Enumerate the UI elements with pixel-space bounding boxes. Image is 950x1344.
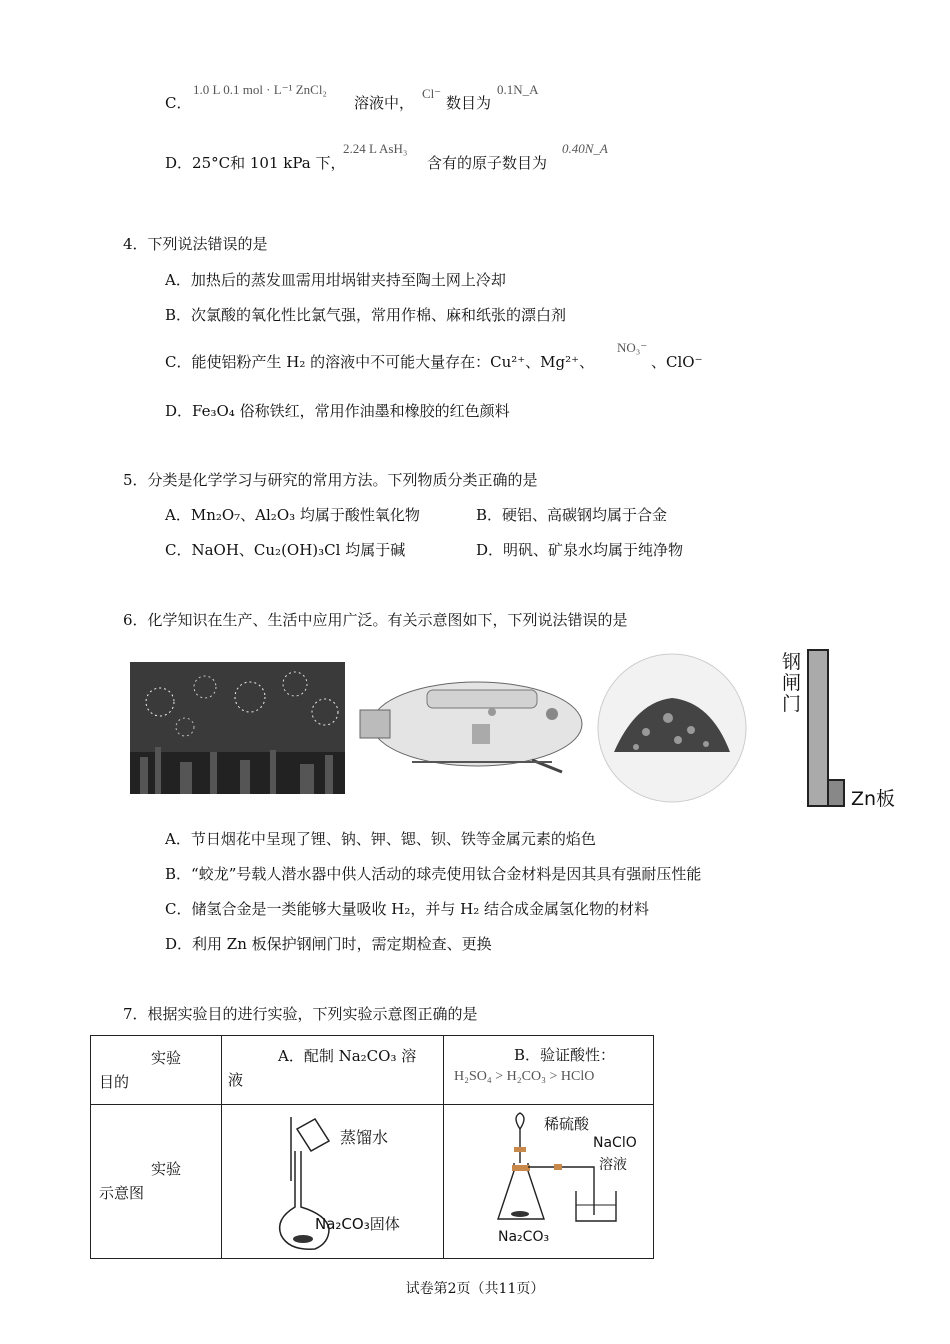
q3-option-d: D．25°C和 101 kPa 下， xyxy=(165,154,346,172)
q3-c-value: 0.1N_A xyxy=(497,82,539,97)
cell-a-title xyxy=(222,1036,444,1105)
q6-option-c: C．储氢合金是一类能够大量吸收 H₂，并与 H₂ 结合成金属氢化物的材料 xyxy=(165,900,649,918)
na2co3-label: Na₂CO₃ xyxy=(498,1229,550,1245)
naclo-solution-label: 溶液 xyxy=(599,1157,627,1173)
q4-stem: 4．下列说法错误的是 xyxy=(123,235,268,253)
cell-b-title xyxy=(444,1036,654,1105)
submersible-image xyxy=(352,662,587,782)
q6-stem: 6．化学知识在生产、生活中应用广泛。有关示意图如下，下列说法错误的是 xyxy=(123,611,628,629)
na2co3-solid-label: Na₂CO₃固体 xyxy=(315,1215,400,1233)
q4-c-ion: NO₃⁻ xyxy=(617,340,648,355)
a-title-line1: A．配制 Na₂CO₃ 溶 xyxy=(278,1047,417,1065)
fireworks-image xyxy=(130,662,345,794)
table-row xyxy=(91,1036,654,1105)
q4-option-b: B．次氯酸的氧化性比氯气强，常用作棉、麻和纸张的漂白剂 xyxy=(165,306,567,324)
b-title-line2: H₂SO₄ > H₂CO₃ > HClO xyxy=(454,1069,595,1084)
header-diagram xyxy=(91,1105,222,1259)
experiment-table xyxy=(90,1035,654,1259)
naclo-label: NaClO xyxy=(593,1135,637,1151)
q4-option-a: A．加热后的蒸发皿需用坩埚钳夹持至陶土网上冷却 xyxy=(165,271,506,289)
q3-d-formula: 2.24 L AsH₃ xyxy=(343,141,408,156)
header-diagram-line1: 实验 xyxy=(151,1160,182,1178)
q3-c-formula: 1.0 L 0.1 mol · L⁻¹ ZnCl₂ xyxy=(193,82,327,97)
q5-option-b: B．硬铝、高碳钢均属于合金 xyxy=(476,506,668,524)
q3-d-text1: 含有的原子数目为 xyxy=(427,154,548,172)
gate-label: 钢闸门 xyxy=(782,651,802,715)
zn-plate-label: Zn板 xyxy=(851,788,896,810)
cell-a-diagram xyxy=(222,1105,444,1259)
q6-option-b: B．“蛟龙”号载人潜水器中供人活动的球壳使用钛合金材料是因其具有强耐压性能 xyxy=(165,865,702,883)
option-label: C． xyxy=(165,94,192,112)
cell-b-diagram xyxy=(444,1105,654,1259)
q3-c-text2: 数目为 xyxy=(446,94,492,112)
table-row xyxy=(91,1105,654,1259)
b-title-line1: B．验证酸性： xyxy=(514,1046,616,1064)
q4-option-c: C．能使铝粉产生 H₂ 的溶液中不可能大量存在：Cu²⁺、Mg²⁺、 xyxy=(165,353,595,371)
q6-option-a: A．节日烟花中呈现了锂、钠、钾、锶、钡、铁等金属元素的焰色 xyxy=(165,830,596,848)
distilled-water-label: 蒸馏水 xyxy=(340,1128,389,1147)
steel-gate-diagram xyxy=(806,648,848,808)
q3-option-c xyxy=(165,93,191,113)
q6-option-d: D．利用 Zn 板保护钢闸门时，需定期检查、更换 xyxy=(165,935,492,953)
header-purpose xyxy=(91,1036,222,1105)
header-purpose-line2: 目的 xyxy=(99,1073,130,1091)
q3-d-value: 0.40N_A xyxy=(562,141,608,156)
q3-c-text1: 溶液中， xyxy=(354,94,415,112)
q5-stem: 5．分类是化学学习与研究的常用方法。下列物质分类正确的是 xyxy=(123,471,538,489)
q5-option-a: A．Mn₂O₇、Al₂O₃ 均属于酸性氧化物 xyxy=(165,506,420,524)
hydrogen-alloy-image xyxy=(596,652,748,804)
dilute-sulfuric-acid-label: 稀硫酸 xyxy=(544,1115,590,1133)
q3-c-ion: Cl⁻ xyxy=(422,86,442,101)
q4-c-post: 、ClO⁻ xyxy=(651,353,703,371)
page-footer: 试卷第2页（共11页） xyxy=(405,1281,545,1297)
q5-option-c: C．NaOH、Cu₂(OH)₃Cl 均属于碱 xyxy=(165,541,406,559)
header-purpose-line1: 实验 xyxy=(151,1049,182,1067)
q7-stem: 7．根据实验目的进行实验，下列实验示意图正确的是 xyxy=(123,1005,478,1023)
header-diagram-line2: 示意图 xyxy=(99,1184,145,1202)
a-title-line2: 液 xyxy=(228,1071,244,1089)
q4-option-d: D．Fe₃O₄ 俗称铁红，常用作油墨和橡胶的红色颜料 xyxy=(165,402,510,420)
q5-option-d: D．明矾、矿泉水均属于纯净物 xyxy=(476,541,684,559)
